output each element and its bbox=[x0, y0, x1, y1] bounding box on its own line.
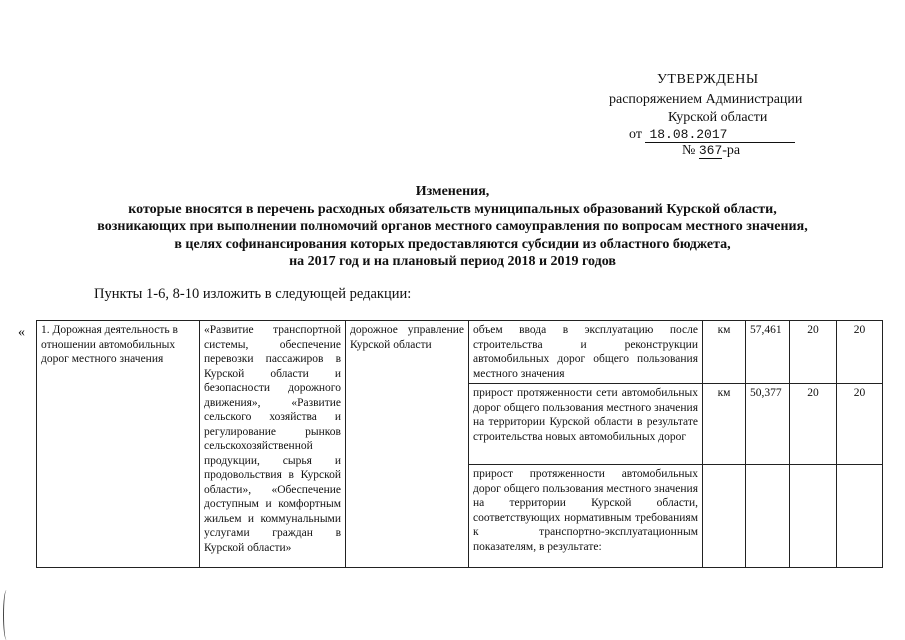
value-2018-cell: 20 bbox=[790, 384, 837, 465]
indicator-cell bbox=[469, 465, 703, 568]
intro-paragraph: Пункты 1-6, 8-10 изложить в следующей редакции: bbox=[94, 286, 412, 302]
approval-number-line bbox=[682, 141, 740, 160]
approval-date: 18.08.2017 bbox=[645, 127, 795, 143]
unit-cell: км bbox=[703, 321, 746, 384]
indicator-cell bbox=[469, 384, 703, 465]
obligations-table bbox=[36, 320, 883, 568]
scan-edge-mark bbox=[3, 590, 10, 640]
unit-cell: км bbox=[703, 384, 746, 465]
value-2017-cell: 57,461 bbox=[746, 321, 790, 384]
direction-cell bbox=[37, 321, 200, 568]
table-row bbox=[37, 321, 883, 384]
approval-region: Курской области bbox=[668, 110, 768, 125]
value-2017-cell: 50,377 bbox=[746, 384, 790, 465]
approval-number: 367 bbox=[698, 143, 723, 158]
approval-issuer: распоряжением Администрации bbox=[609, 92, 803, 107]
approval-number-prefix: № bbox=[682, 143, 696, 158]
unit-cell bbox=[703, 465, 746, 568]
indicator-cell bbox=[469, 321, 703, 384]
value-2018-cell: 20 bbox=[790, 321, 837, 384]
heading-line-1: Изменения, bbox=[415, 184, 490, 199]
value-2019-cell bbox=[837, 465, 883, 568]
indicator-text: объем ввода в эксплуатацию после строительства и реконструкции автомобильных дорог общего пользования местного значения bbox=[473, 324, 698, 380]
programs-cell bbox=[200, 321, 346, 568]
administrator-text: дорожное управление Курской области bbox=[350, 324, 464, 351]
value-2018-cell bbox=[790, 465, 837, 568]
approval-title: УТВЕРЖДЕНЫ bbox=[657, 72, 759, 87]
approval-number-suffix: -ра bbox=[722, 143, 741, 158]
programs-text: «Развитие транспортной системы, обеспечение перевозки пассажиров в Курской области и безопасности дорожного движения», «Развитие сельского хозяйства и регулирование рынков сельскохозяйственной продукции, сырья и продовольствия в Курской области», «Обеспечение доступным и комфортным жильем и коммунальными услугами граждан в Курской области» bbox=[204, 324, 341, 554]
value-2017-cell bbox=[746, 465, 790, 568]
indicator-text: прирост протяженности автомобильных дорог общего пользования местного значения на территории Курской области, соответствующих нормативным требованиям к транспортно-эксплуатационным показателям, в результате: bbox=[473, 468, 698, 553]
heading-line-5: на 2017 год и на плановый период 2018 и 2019 годов bbox=[289, 254, 616, 269]
direction-text: 1. Дорожная деятельность в отношении автомобильных дорог местного значения bbox=[41, 324, 178, 365]
approval-date-prefix: от bbox=[629, 127, 642, 142]
indicator-text: прирост протяженности сети автомобильных дорог общего пользования местного значения на территории Курской области в результате строительства новых автомобильных дорог bbox=[473, 387, 698, 443]
heading-line-3: возникающих при выполнении полномочий органов местного самоуправления по вопросам местного значения, bbox=[97, 219, 808, 234]
opening-quote: « bbox=[18, 325, 25, 340]
heading-line-2: которые вносятся в перечень расходных обязательств муниципальных образований Курской области, bbox=[128, 201, 777, 217]
administrator-cell bbox=[346, 321, 469, 568]
value-2019-cell: 20 bbox=[837, 384, 883, 465]
heading-line-4: в целях софинансирования которых предоставляются субсидии из областного бюджета, bbox=[174, 236, 731, 252]
value-2019-cell: 20 bbox=[837, 321, 883, 384]
document-heading bbox=[0, 183, 905, 271]
